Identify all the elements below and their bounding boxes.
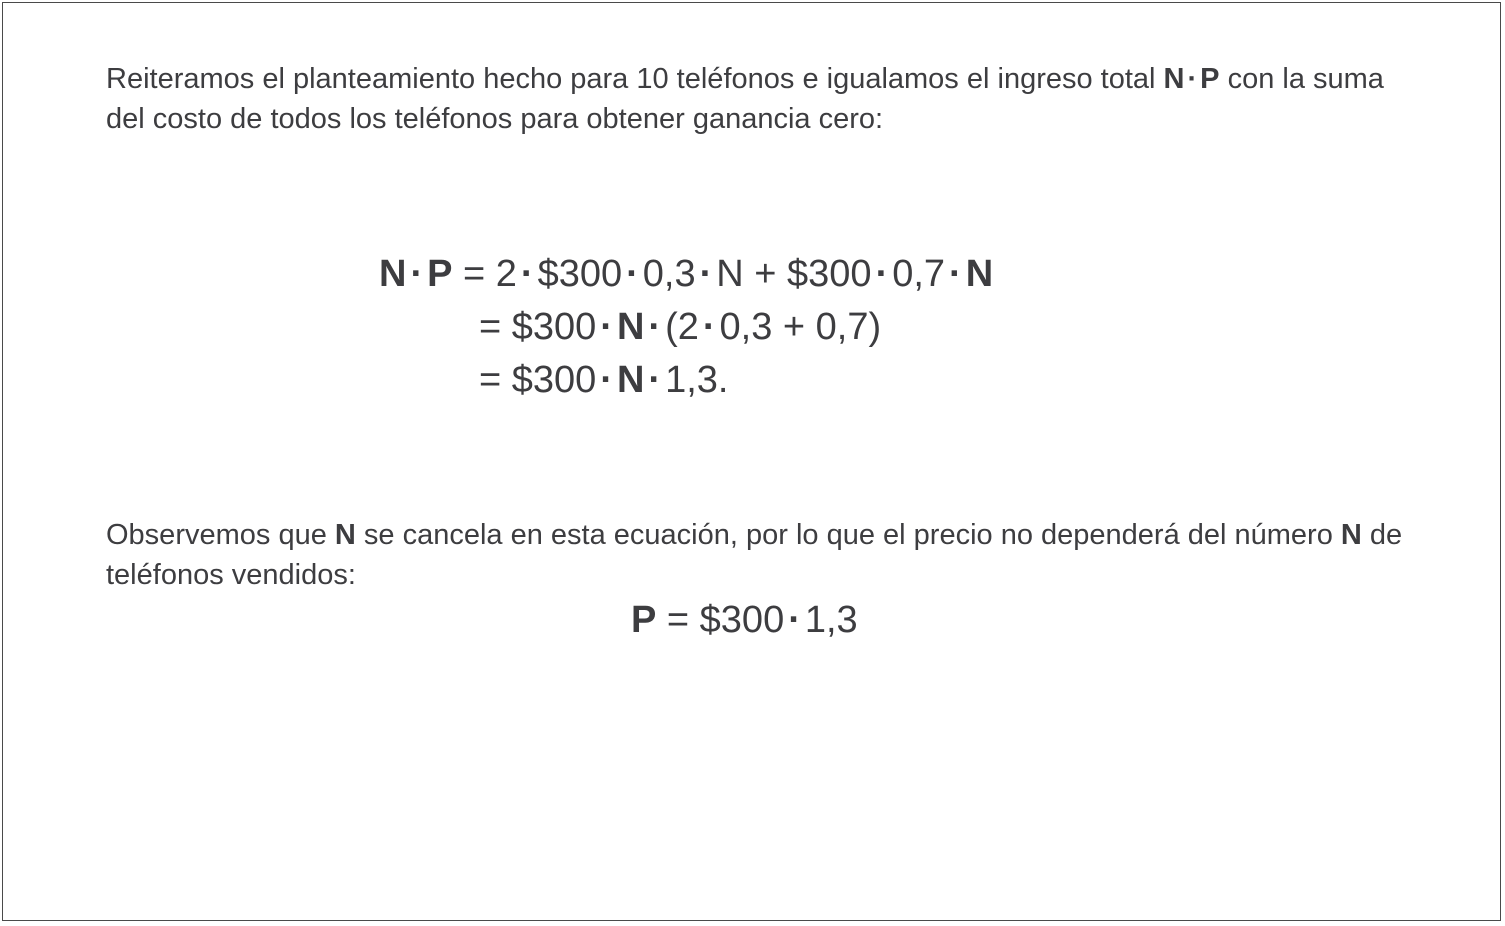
eq3-part3: 1,3. [665, 359, 729, 401]
var-n: N [1340, 519, 1362, 551]
eq1-part3: 0,3 [642, 253, 696, 295]
result-part2: 1,3 [804, 599, 858, 641]
obs-text-a: Observemos que [106, 519, 335, 551]
result-var-p: P [631, 599, 657, 641]
eq1-lhs-p: P [427, 253, 453, 295]
multiply-dot: · [648, 359, 662, 401]
eq3-part1: = $300 [479, 359, 597, 401]
eq3-part2: N [616, 359, 645, 401]
multiply-dot: · [949, 253, 962, 295]
multiply-dot: · [648, 306, 662, 348]
intro-text-a: Reiteramos el planteamiento hecho para 10 teléfonos e igualamos el ingreso total [106, 63, 1164, 95]
var-n: N [334, 519, 356, 551]
equation-line-3 [479, 354, 728, 406]
multiply-dot: · [702, 306, 716, 348]
multiply-dot: · [600, 306, 613, 348]
eq2-part1: = $300 [479, 306, 597, 348]
eq1-part5: 0,7 [892, 253, 946, 295]
eq1-part2: $300 [537, 253, 623, 295]
result-part1: = $300 [656, 599, 785, 641]
var-n: N [1163, 63, 1185, 95]
multiply-dot: · [699, 253, 713, 295]
intro-text-b: con la suma del costo de todos los teléfonos para obtener ganancia cero: [106, 63, 1384, 135]
multiply-dot: · [1187, 63, 1198, 95]
eq2-part3: (2 [665, 306, 699, 348]
eq1-part6: N [965, 253, 994, 295]
result-equation [631, 594, 858, 646]
eq1-lhs-n: N [379, 253, 407, 295]
multiply-dot: · [520, 253, 534, 295]
multiply-dot: · [410, 253, 424, 295]
equation-line-1 [379, 248, 993, 300]
multiply-dot: · [788, 599, 801, 641]
document-frame [2, 2, 1501, 921]
intro-paragraph [106, 59, 1426, 139]
var-p: P [1200, 63, 1220, 95]
multiply-dot: · [600, 359, 613, 401]
eq2-part4: 0,3 + 0,7) [719, 306, 882, 348]
multiply-dot: · [875, 253, 889, 295]
obs-text-b: se cancela en esta ecuación, por lo que el precio no dependerá del número [355, 519, 1341, 551]
equation-line-2 [479, 301, 881, 353]
observation-paragraph [106, 515, 1426, 595]
multiply-dot: · [626, 253, 639, 295]
eq1-part1: = 2 [452, 253, 517, 295]
eq1-part4: N + $300 [716, 253, 872, 295]
obs-text-c: de teléfonos vendidos: [106, 519, 1403, 591]
eq2-part2: N [616, 306, 645, 348]
